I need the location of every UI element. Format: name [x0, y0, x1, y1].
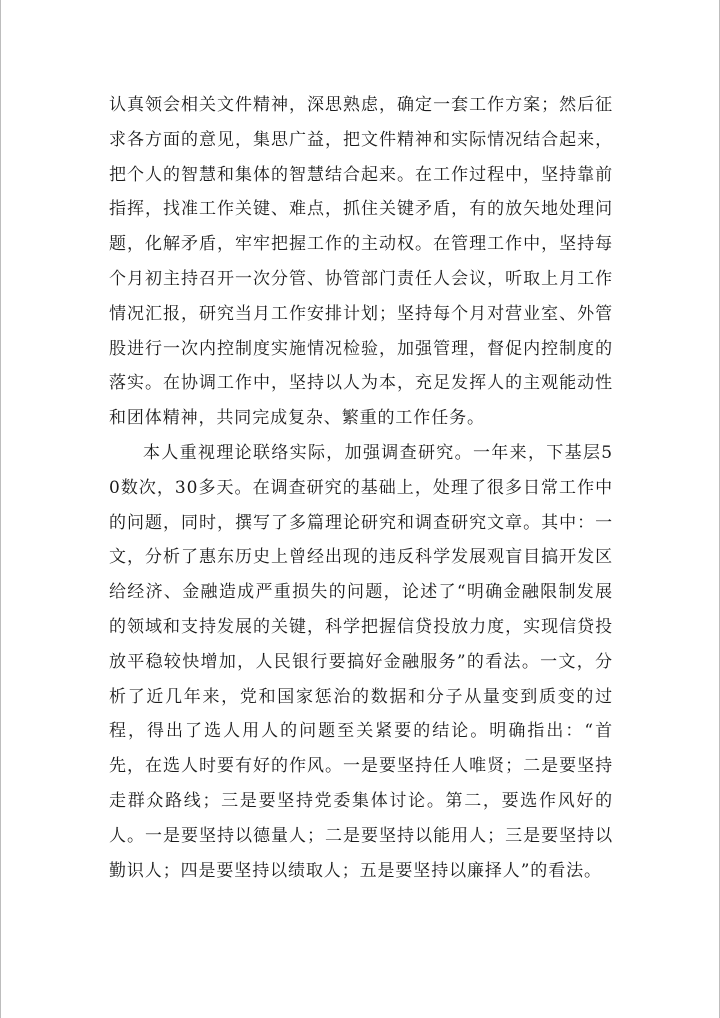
paragraph-research: 本人重视理论联络实际，加强调查研究。一年来，下基层50数次，30多天。在调查研究的基础上，处理了很多日常工作中的问题，同时，撰写了多篇理论研究和调查研究文章。其中：一文，分析了惠东历史上曾经出现的违反科学发展观盲目搞开发区给经济、金融造成严重损失的问题，论述了“明确金融限制发展的领域和支持发展的关键，科学把握信贷投放力度，实现信贷投放平稳较快增加，人民银行要搞好金融服务”的看法。一文，分析了近几年来，党和国家惩治的数据和分子从量变到质变的过程，得出了选人用人的问题至关紧要的结论。明确指出：“首先，在选人时要有好的作风。一是要坚持任人唯贤；二是要坚持走群众路线；三是要坚持党委集体讨论。第二，要选作风好的人。一是要坚持以德量人；二是要坚持以能用人；三是要坚持以勤识人；四是要坚持以绩取人；五是要坚持以廉择人”的看法。	[109, 442, 613, 881]
document-body	[109, 88, 613, 888]
paragraph-work-methods: 认真领会相关文件精神，深思熟虑，确定一套工作方案；然后征求各方面的意见，集思广益，把文件精神和实际情况结合起来，把个人的智慧和集体的智慧结合起来。在工作过程中，坚持靠前指挥，找准工作关键、难点，抓住关键矛盾，有的放矢地处理问题，化解矛盾，牢牢把握工作的主动权。在管理工作中，坚持每个月初主持召开一次分管、协管部门责任人会议，听取上月工作情况汇报，研究当月工作安排计划；坚持每个月对营业室、外管股进行一次内控制度实施情况检验，加强管理，督促内控制度的落实。在协调工作中，坚持以人为本，充足发挥人的主观能动性和团体精神，共同完成复杂、繁重的工作任务。	[109, 95, 613, 429]
